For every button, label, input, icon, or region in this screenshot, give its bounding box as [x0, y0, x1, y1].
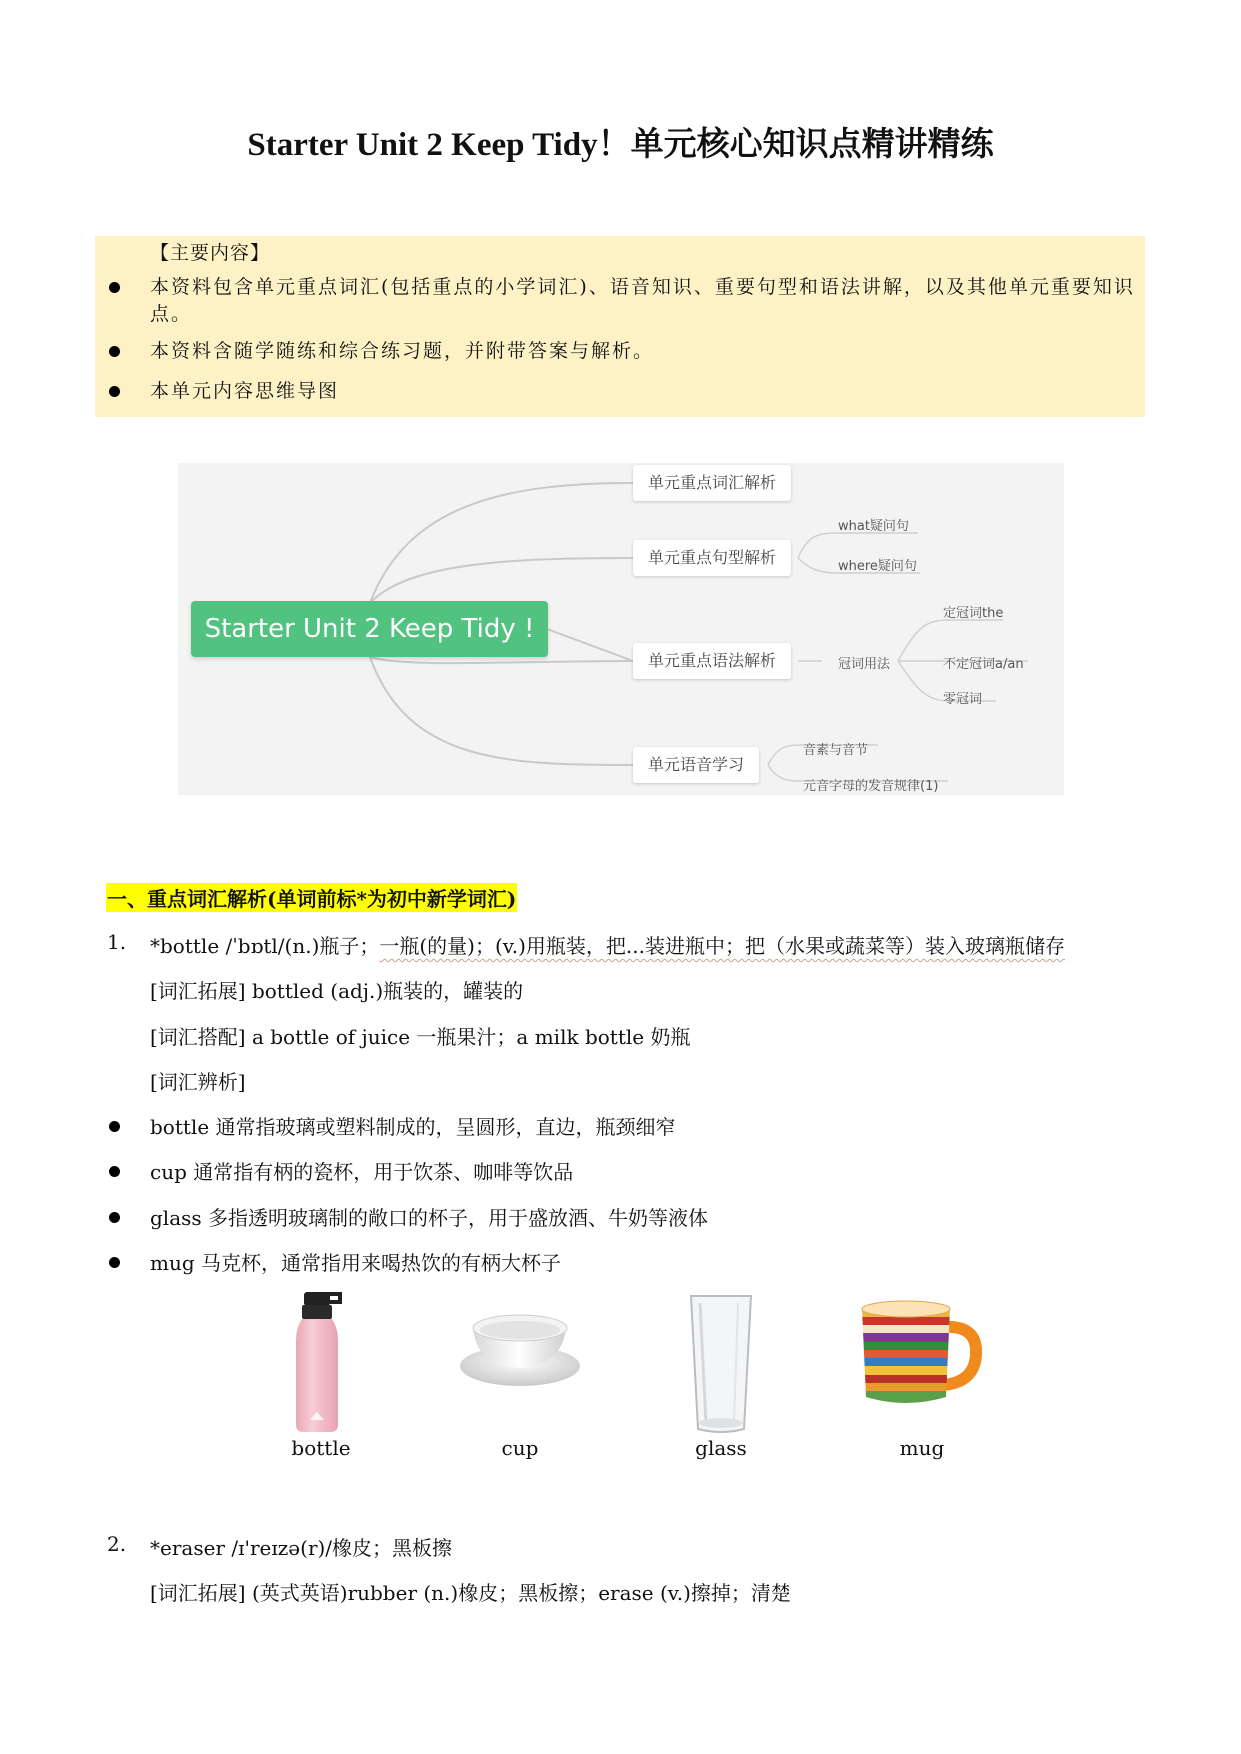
vocab-headword: *bottle /ˈbɒtl/(n.)瓶子； [150, 934, 380, 958]
mind-map-leaf: 不定冠词a/an [943, 657, 1024, 672]
image-caption: glass [695, 1436, 747, 1460]
mind-map-leaf: 音素与音节 [803, 743, 869, 758]
cup-image [458, 1310, 583, 1390]
item-number: 2. [107, 1532, 127, 1556]
mind-map-node: 单元重点语法解析 [633, 643, 791, 679]
mind-map-leaf: what疑问句 [838, 519, 909, 534]
bullet-dot [109, 386, 120, 397]
item-number: 1. [107, 930, 127, 954]
bullet-dot [109, 1121, 120, 1132]
mind-map-leaf: where疑问句 [838, 559, 917, 574]
mug-image [858, 1297, 982, 1412]
bullet-dot [109, 1212, 120, 1223]
discrimination-item: cup 通常指有柄的瓷杯，用于饮茶、咖啡等饮品 [150, 1160, 574, 1184]
vocab-entry [150, 930, 1065, 959]
section-heading: 一、重点词汇解析(单词前标*为初中新学词汇) [106, 883, 517, 912]
discrimination-item: mug 马克杯，通常指用来喝热饮的有柄大杯子 [150, 1251, 562, 1275]
vocab-definition: 一瓶(的量)；(v.)用瓶装，把...装进瓶中；把（水果或蔬菜等）装入玻璃瓶储存 [379, 934, 1065, 958]
image-caption: cup [501, 1436, 539, 1460]
mind-map-node: 单元语音学习 [633, 747, 759, 783]
image-caption: mug [899, 1436, 945, 1460]
summary-item: 本资料含随学随练和综合练习题，并附带答案与解析。 [150, 340, 655, 362]
vocab-discrimination: [词汇辨析] [150, 1070, 246, 1094]
mind-map [178, 463, 1064, 795]
vocab-expand: [词汇拓展] bottled (adj.)瓶装的，罐装的 [150, 979, 524, 1003]
bullet-dot [109, 282, 120, 293]
mind-map-node: 单元重点词汇解析 [633, 465, 791, 501]
summary-item: 本资料包含单元重点词汇(包括重点的小学词汇)、语音知识、重要句型和语法讲解，以及其他单元重要知识点。 [150, 276, 1135, 325]
bullet-dot [109, 1257, 120, 1268]
glass-image [688, 1293, 754, 1435]
mind-map-leaf: 元音字母的发音规律(1) [803, 779, 939, 794]
summary-item: 本单元内容思维导图 [150, 380, 340, 402]
mind-map-leaf: 定冠词the [943, 606, 1004, 621]
vocab-headword: *eraser /ɪ'reɪzə(r)/橡皮；黑板擦 [150, 1536, 453, 1560]
image-caption: bottle [291, 1436, 351, 1460]
summary-heading: 【主要内容】 [150, 242, 271, 264]
bullet-dot [109, 346, 120, 357]
discrimination-item: glass 多指透明玻璃制的敞口的杯子，用于盛放酒、牛奶等液体 [150, 1206, 709, 1230]
discrimination-item: bottle 通常指玻璃或塑料制成的，呈圆形，直边，瓶颈细窄 [150, 1115, 676, 1139]
mind-map-root: Starter Unit 2 Keep Tidy ! [191, 601, 548, 657]
vocab-collocation: [词汇搭配] a bottle of juice 一瓶果汁；a milk bottle 奶瓶 [150, 1025, 691, 1049]
mind-map-node: 单元重点句型解析 [633, 540, 791, 576]
vocab-expand: [词汇拓展] (英式英语)rubber (n.)橡皮；黑板擦；erase (v.)擦掉；清楚 [150, 1581, 791, 1605]
mind-map-leaf: 冠词用法 [838, 657, 891, 672]
mind-map-leaf: 零冠词 [943, 692, 983, 707]
bullet-dot [109, 1166, 120, 1177]
page-title: Starter Unit 2 Keep Tidy！单元核心知识点精讲精练 [247, 127, 994, 163]
summary-box [95, 236, 1145, 417]
bottle-image [288, 1290, 358, 1435]
